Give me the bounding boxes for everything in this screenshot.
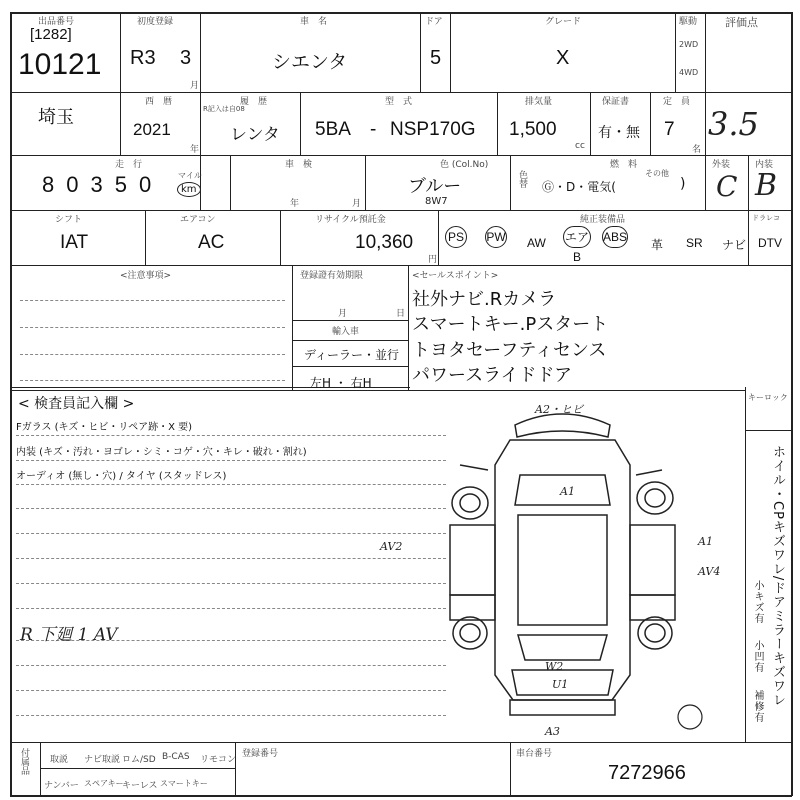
- equip-dtv: DTV: [758, 236, 782, 250]
- reg-label: 登録番号: [242, 749, 279, 759]
- warranty: 有・無: [598, 125, 640, 141]
- car-name: シエンタ: [272, 51, 348, 73]
- note-w2: W2: [545, 660, 564, 673]
- equip-airbag: エアB: [563, 226, 591, 248]
- displacement-unit: cc: [575, 141, 585, 151]
- year: 2021: [133, 120, 171, 139]
- model-code: NSP170G: [390, 119, 476, 140]
- grade: X: [556, 47, 570, 69]
- dealer: ディーラー・並行: [304, 348, 400, 362]
- ac: AC: [198, 232, 225, 253]
- side-note: ホイル・CPキズワレ/ドアミラーキズワレ: [770, 445, 785, 708]
- seats: 7: [664, 119, 675, 140]
- note-u1: U1: [552, 678, 569, 691]
- displacement: 1,500: [509, 119, 557, 140]
- equip-aw: AW: [527, 236, 546, 250]
- note-right-a1: A1: [698, 535, 713, 548]
- caution-label: <注意事項>: [120, 271, 172, 281]
- side-small-2: 小凹有: [752, 640, 763, 673]
- footer-side-label: 付属品: [19, 748, 29, 775]
- first-reg-era: R3: [130, 47, 156, 69]
- ac-label: エアコン: [180, 215, 216, 225]
- interior-label: 内装: [755, 160, 774, 170]
- equip-ps: PS: [445, 226, 467, 248]
- equip-pw: PW: [485, 226, 507, 248]
- region: 埼玉: [38, 107, 74, 128]
- expiry-label: 登録證有効期限: [300, 271, 364, 281]
- inspector-label: < 検査員記入欄 >: [18, 396, 135, 412]
- fuel: Ⓖ・D・電気(: [542, 180, 616, 194]
- footer-navi-manual: ナビ取説: [84, 755, 121, 765]
- equip-sr: SR: [686, 236, 703, 250]
- sales-point-2: スマートキー.Pスタート: [412, 314, 609, 335]
- year-label: 西 暦: [145, 97, 173, 107]
- mileage-unit-mile: マイル: [178, 171, 202, 180]
- note-right-av4: AV4: [698, 565, 721, 578]
- side-small-1: 小キズ有: [752, 580, 763, 624]
- footer-remote: リモコン: [200, 755, 237, 765]
- equipment-label: 純正装備品: [580, 215, 626, 225]
- mileage: 80350: [42, 172, 164, 197]
- drive-2wd: 2WD: [679, 40, 699, 49]
- displacement-label: 排気量: [525, 97, 553, 107]
- seats-unit: 名: [692, 145, 702, 155]
- steering: 左H ・ 右H: [310, 376, 372, 390]
- recycle: 10,360: [355, 232, 414, 253]
- warranty-label: 保証書: [602, 97, 630, 107]
- mileage-label: 走 行: [115, 160, 143, 170]
- note-a1-roof: A1: [560, 485, 575, 498]
- mileage-unit-km: km: [177, 182, 201, 197]
- inspector-line-1: Fガラス (キズ・ヒビ・リペア跡・X 要): [16, 422, 193, 433]
- inspection-year-unit: 年: [290, 199, 300, 209]
- chassis-label: 車台番号: [516, 749, 553, 759]
- chassis: 7272966: [608, 762, 686, 784]
- side-small-3: 補修有: [752, 690, 763, 723]
- drive-4wd: 4WD: [679, 68, 699, 77]
- year-unit: 年: [190, 145, 200, 155]
- color: ブルー: [408, 176, 462, 197]
- history-label: 履 歴: [240, 97, 268, 107]
- expiry-day: 日: [396, 309, 406, 319]
- equip-leather: 革: [651, 238, 664, 252]
- yen: 円: [428, 255, 438, 265]
- model-label: 車 名: [300, 17, 328, 27]
- inspection-month-unit: 月: [352, 199, 362, 209]
- inspector-line-2: 内装 (キズ・汚れ・ヨゴレ・シミ・コゲ・穴・キレ・破れ・割れ): [16, 447, 307, 458]
- inspection-label: 車 検: [285, 160, 313, 170]
- equip-navi: ナビ: [722, 238, 747, 252]
- grade-label: グレード: [545, 17, 582, 27]
- color-code: 8W7: [425, 196, 448, 207]
- exterior-label: 外装: [712, 160, 731, 170]
- first-reg-month: 3: [180, 47, 192, 69]
- color-change-label: 色替: [517, 170, 527, 188]
- sales-point-3: トヨタセーフティセンス: [412, 340, 607, 361]
- seats-label: 定 員: [663, 97, 691, 107]
- expiry-month: 月: [338, 309, 348, 319]
- model-code-dash: -: [370, 119, 377, 140]
- lot-code: [1282]: [30, 26, 72, 43]
- note-top: A2・ヒビ: [535, 403, 583, 416]
- inspector-line-3: オーディオ (無し・穴) / タイヤ (スタッドレス): [16, 471, 227, 482]
- footer-rom-sd: ロム/SD: [122, 755, 156, 765]
- model-code-prefix: 5BA: [315, 119, 351, 140]
- car-diagram: [380, 395, 740, 740]
- fuel-close: ): [680, 176, 686, 192]
- fuel-label: 燃 料: [610, 160, 638, 170]
- sales-point-4: パワースライドドア: [412, 365, 573, 386]
- note-left: AV2: [380, 540, 403, 553]
- inspector-handwritten: R 下廻 1 AV: [20, 625, 118, 645]
- interior: B: [755, 168, 778, 203]
- shift-label: シフト: [55, 215, 83, 225]
- kerolock-label: キーロック: [748, 393, 788, 402]
- top-label: 出品番号: [38, 17, 75, 27]
- sales-point-1: 社外ナビ.Rカメラ: [412, 289, 557, 310]
- footer-number: ナンバー: [44, 781, 79, 791]
- doors-label: ドア: [425, 17, 443, 27]
- note-bottom: A3: [545, 725, 560, 738]
- fuel-other: その他: [645, 169, 669, 178]
- drive-label: 駆動: [679, 17, 698, 27]
- lot-number: 10121: [18, 48, 102, 81]
- drive-recorder-label: ドラレコ: [752, 214, 780, 222]
- shift: IAT: [60, 232, 89, 253]
- history-note: R記入は自08: [203, 105, 245, 113]
- score-label: 評価点: [725, 16, 758, 29]
- score: 3.5: [708, 105, 759, 143]
- equip-abs: ABS: [602, 226, 628, 248]
- exterior: C: [716, 170, 738, 203]
- footer-smart-key: スマートキー: [160, 779, 208, 788]
- type-label: 型 式: [385, 97, 413, 107]
- footer-manual: 取説: [50, 755, 69, 765]
- import-label: 輸入車: [332, 327, 360, 337]
- first-reg-label: 初度登録: [137, 17, 174, 27]
- history: レンタ: [230, 125, 280, 145]
- month-unit: 月: [190, 81, 200, 91]
- color-label: 色 (Col.No): [440, 160, 489, 170]
- doors: 5: [430, 47, 442, 69]
- recycle-label: リサイクル預託金: [315, 215, 386, 225]
- footer-keyless: キーレス: [122, 781, 158, 791]
- footer-bcas: B-CAS: [162, 752, 190, 762]
- sales-label: <セールスポイント>: [412, 271, 499, 281]
- footer-spare-key: スペアキー: [84, 779, 124, 788]
